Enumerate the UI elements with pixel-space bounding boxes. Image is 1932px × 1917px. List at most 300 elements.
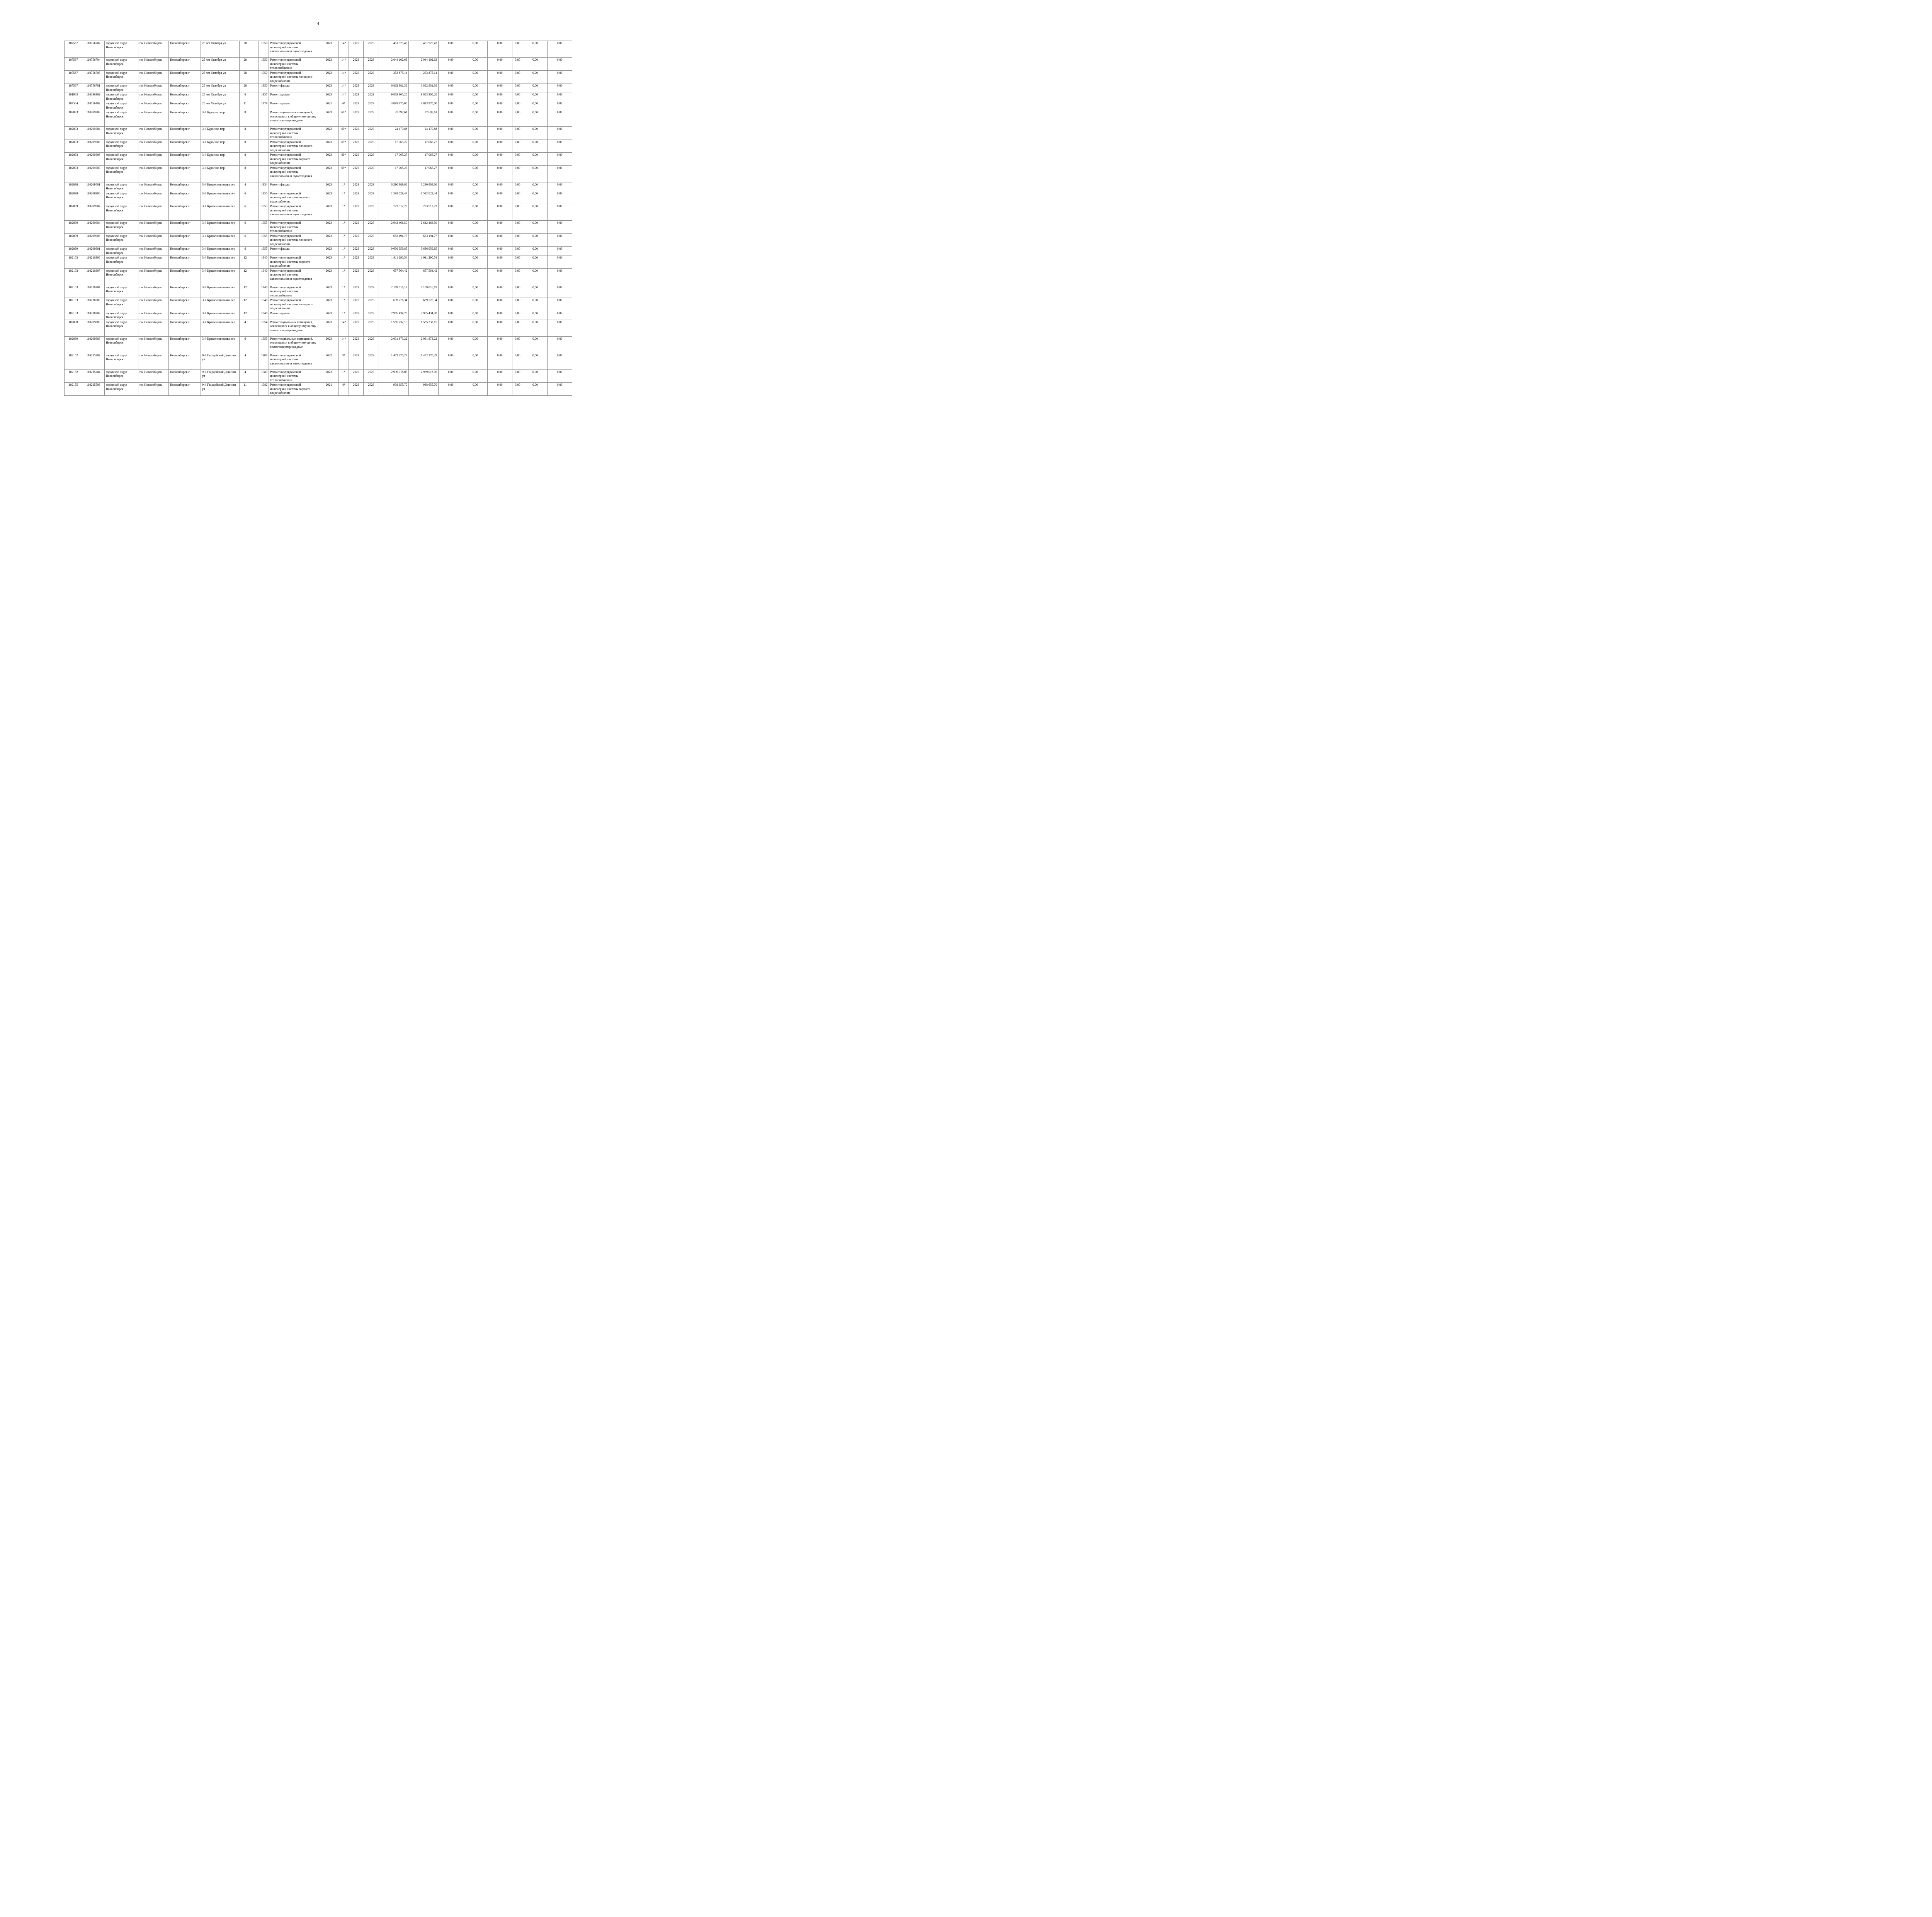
city-cell: Новосибирск г [169,298,201,311]
repair-id-cell: 110756701 [82,83,105,92]
table-row [65,191,572,204]
repair-id-cell: 110209901 [82,247,105,255]
program-id-cell: 102103 [65,268,82,285]
program-id-cell: 107564 [65,101,82,110]
local-funds-cell: 0,00 [488,353,512,369]
repair-id-cell: 110209905 [82,233,105,247]
priority-cell: 69* [339,110,349,127]
construction-year-cell: 1983 [259,353,269,369]
building-cell [251,101,259,110]
settlement-cell: г.о. Новосибирск [138,247,169,255]
street-cell: 3-й Крашенинникова пер [201,255,240,269]
planned-start-year-cell: 2023 [349,83,364,92]
inspection-year-cell: 2023 [319,165,339,182]
regional-funds-cell: 0,00 [463,285,488,298]
table-row [65,101,572,110]
settlement-cell: г.о. Новосибирск [138,182,169,191]
house-number-cell: 6 [240,336,251,353]
planned-end-year-cell: 2023 [364,92,379,101]
settlement-cell: г.о. Новосибирск [138,101,169,110]
fund-cost-cell: 17 065,27 [409,165,439,182]
regional-funds-cell: 0,00 [463,233,488,247]
regional-funds-cell: 0,00 [463,127,488,140]
fund-cost-cell: 24 179,88 [409,127,439,140]
owners-funds-cell: 0,00 [512,311,523,320]
planned-end-year-cell: 2023 [364,247,379,255]
total-cost-cell: 773 512,73 [379,204,409,221]
city-cell: Новосибирск г [169,221,201,234]
other-funds-cell: 0,00 [523,110,548,127]
city-cell: Новосибирск г [169,41,201,58]
total-cost-cell: 8 290 989,86 [379,182,409,191]
reserve-funds-cell: 0,00 [548,140,572,153]
table-row [65,70,572,83]
local-funds-cell: 0,00 [488,83,512,92]
city-cell: Новосибирск г [169,70,201,83]
federal-funds-cell: 0,00 [439,127,463,140]
local-funds-cell: 0,00 [488,233,512,247]
local-funds-cell: 0,00 [488,311,512,320]
street-cell: 3-й Крашенинникова пер [201,182,240,191]
program-id-cell: 107567 [65,70,82,83]
inspection-year-cell: 2023 [319,285,339,298]
settlement-cell: г.о. Новосибирск [138,221,169,234]
house-number-cell: 4 [240,353,251,369]
program-id-cell: 102099 [65,204,82,221]
federal-funds-cell: 0,00 [439,233,463,247]
construction-year-cell: 1955 [259,191,269,204]
building-cell [251,191,259,204]
construction-year-cell: 1955 [259,204,269,221]
inspection-year-cell: 2023 [319,110,339,127]
construction-year-cell: 1950 [259,70,269,83]
work-type-cell: Ремонт внутридомовой инженерной системы холодного водоснабжения [269,233,319,247]
local-funds-cell: 0,00 [488,191,512,204]
house-number-cell: 6 [240,247,251,255]
street-cell: 3-й Бурденко пер [201,153,240,166]
settlement-cell: г.о. Новосибирск [138,165,169,182]
local-funds-cell: 0,00 [488,92,512,101]
construction-year-cell: 1954 [259,182,269,191]
repair-id-cell: 110209803 [82,320,105,336]
reserve-funds-cell: 0,00 [548,153,572,166]
table-row [65,247,572,255]
regional-funds-cell: 0,00 [463,298,488,311]
repair-id-cell: 110209801 [82,182,105,191]
repair-id-cell: 110209307 [82,165,105,182]
table-row [65,369,572,383]
fund-cost-cell: 451 925,43 [409,41,439,58]
program-id-cell: 107567 [65,83,82,92]
fund-cost-cell: 773 512,73 [409,204,439,221]
inspection-year-cell: 2023 [319,336,339,353]
regional-funds-cell: 0,00 [463,110,488,127]
city-cell: Новосибирск г [169,353,201,369]
house-number-cell: 6 [240,204,251,221]
reserve-funds-cell: 0,00 [548,204,572,221]
municipal-district-cell: городской округ Новосибирск [105,101,138,110]
street-cell: 3-й Крашенинникова пер [201,247,240,255]
total-cost-cell: 1 472 270,29 [379,353,409,369]
street-cell: 3-й Бурденко пер [201,110,240,127]
reserve-funds-cell: 0,00 [548,70,572,83]
fund-cost-cell: 1 592 829,44 [409,191,439,204]
federal-funds-cell: 0,00 [439,110,463,127]
inspection-year-cell: 2023 [319,255,339,269]
other-funds-cell: 0,00 [523,320,548,336]
local-funds-cell: 0,00 [488,221,512,234]
total-cost-cell: 2 642 466,50 [379,221,409,234]
owners-funds-cell: 0,00 [512,285,523,298]
planned-start-year-cell: 2023 [349,204,364,221]
house-number-cell: 28 [240,58,251,71]
priority-cell: 69* [339,165,349,182]
federal-funds-cell: 0,00 [439,320,463,336]
fund-cost-cell: 657 564,42 [409,268,439,285]
regional-funds-cell: 0,00 [463,353,488,369]
settlement-cell: г.о. Новосибирск [138,110,169,127]
local-funds-cell: 0,00 [488,320,512,336]
municipal-district-cell: городской округ Новосибирск [105,58,138,71]
house-number-cell: 6 [240,92,251,101]
work-type-cell: Ремонт подвальных помещений, относящихся к общему имуществу в многоквартирном доме [269,336,319,353]
work-type-cell: Ремонт подвальных помещений, относящихся к общему имуществу в многоквартирном доме [269,320,319,336]
owners-funds-cell: 0,00 [512,204,523,221]
program-id-cell: 102093 [65,153,82,166]
house-number-cell: 28 [240,41,251,58]
regional-funds-cell: 0,00 [463,41,488,58]
federal-funds-cell: 0,00 [439,140,463,153]
priority-cell: 1* [339,191,349,204]
planned-start-year-cell: 2023 [349,182,364,191]
owners-funds-cell: 0,00 [512,92,523,101]
table-row [65,336,572,353]
settlement-cell: г.о. Новосибирск [138,41,169,58]
local-funds-cell: 0,00 [488,336,512,353]
priority-cell: 4* [339,383,349,396]
planned-end-year-cell: 2023 [364,41,379,58]
owners-funds-cell: 0,00 [512,247,523,255]
regional-funds-cell: 0,00 [463,191,488,204]
settlement-cell: г.о. Новосибирск [138,140,169,153]
owners-funds-cell: 0,00 [512,83,523,92]
regional-funds-cell: 0,00 [463,320,488,336]
table-row [65,92,572,101]
page-number: 4 [317,21,319,26]
federal-funds-cell: 0,00 [439,83,463,92]
reserve-funds-cell: 0,00 [548,255,572,269]
program-id-cell: 102093 [65,140,82,153]
planned-end-year-cell: 2023 [364,165,379,182]
planned-end-year-cell: 2023 [364,101,379,110]
building-cell [251,58,259,71]
street-cell: 3-й Крашенинникова пер [201,233,240,247]
total-cost-cell: 2 939 018,05 [379,369,409,383]
municipal-district-cell: городской округ Новосибирск [105,353,138,369]
federal-funds-cell: 0,00 [439,268,463,285]
construction-year-cell: 1940 [259,298,269,311]
house-number-cell: 6 [240,191,251,204]
repair-id-cell: 110196302 [82,92,105,101]
work-type-cell: Ремонт подвальных помещений, относящихся к общему имуществу в многоквартирном доме [269,110,319,127]
municipal-district-cell: городской округ Новосибирск [105,191,138,204]
municipal-district-cell: городской округ Новосибирск [105,298,138,311]
table-row [65,311,572,320]
construction-year-cell: 1955 [259,221,269,234]
planned-start-year-cell: 2023 [349,268,364,285]
local-funds-cell: 0,00 [488,127,512,140]
building-cell [251,127,259,140]
other-funds-cell: 0,00 [523,311,548,320]
repair-id-cell: 110209903 [82,336,105,353]
inspection-year-cell: 2023 [319,191,339,204]
local-funds-cell: 0,00 [488,247,512,255]
building-cell [251,165,259,182]
municipal-district-cell: городской округ Новосибирск [105,221,138,234]
reserve-funds-cell: 0,00 [548,247,572,255]
street-cell: 3-й Крашенинникова пер [201,268,240,285]
work-type-cell: Ремонт крыши [269,92,319,101]
planned-end-year-cell: 2023 [364,191,379,204]
owners-funds-cell: 0,00 [512,165,523,182]
work-type-cell: Ремонт внутридомовой инженерной системы горячего водоснабжения [269,153,319,166]
work-type-cell: Ремонт фасада [269,182,319,191]
owners-funds-cell: 0,00 [512,140,523,153]
local-funds-cell: 0,00 [488,383,512,396]
federal-funds-cell: 0,00 [439,298,463,311]
other-funds-cell: 0,00 [523,383,548,396]
program-id-cell: 102098 [65,320,82,336]
street-cell: 3-й Крашенинникова пер [201,336,240,353]
planned-end-year-cell: 2023 [364,336,379,353]
planned-start-year-cell: 2023 [349,70,364,83]
settlement-cell: г.о. Новосибирск [138,255,169,269]
house-number-cell: 4 [240,182,251,191]
inspection-year-cell: 2023 [319,247,339,255]
settlement-cell: г.о. Новосибирск [138,204,169,221]
municipal-district-cell: городской округ Новосибирск [105,268,138,285]
federal-funds-cell: 0,00 [439,182,463,191]
program-id-cell: 102103 [65,255,82,269]
municipal-district-cell: городской округ Новосибирск [105,233,138,247]
planned-start-year-cell: 2023 [349,127,364,140]
building-cell [251,311,259,320]
fund-cost-cell: 1 585 232,15 [409,320,439,336]
regional-funds-cell: 0,00 [463,336,488,353]
owners-funds-cell: 0,00 [512,221,523,234]
table-row [65,298,572,311]
owners-funds-cell: 0,00 [512,110,523,127]
priority-cell: 4* [339,101,349,110]
priority-cell: 14* [339,58,349,71]
fund-cost-cell: 2 939 018,05 [409,369,439,383]
reserve-funds-cell: 0,00 [548,383,572,396]
construction-year-cell: 1950 [259,41,269,58]
regional-funds-cell: 0,00 [463,92,488,101]
priority-cell: 3* [339,353,349,369]
other-funds-cell: 0,00 [523,58,548,71]
street-cell: 3-й Крашенинникова пер [201,311,240,320]
priority-cell: 1* [339,311,349,320]
table-row [65,182,572,191]
fund-cost-cell: 8 290 989,86 [409,182,439,191]
construction-year-cell [259,140,269,153]
building-cell [251,41,259,58]
street-cell: 3-й Бурденко пер [201,140,240,153]
regional-funds-cell: 0,00 [463,311,488,320]
street-cell: 9-й Гвардейской Дивизии ул [201,369,240,383]
other-funds-cell: 0,00 [523,247,548,255]
work-type-cell: Ремонт внутридомовой инженерной системы горячего водоснабжения [269,383,319,396]
owners-funds-cell: 0,00 [512,255,523,269]
municipal-district-cell: городской округ Новосибирск [105,311,138,320]
municipal-district-cell: городской округ Новосибирск [105,247,138,255]
building-cell [251,110,259,127]
table-row [65,140,572,153]
city-cell: Новосибирск г [169,153,201,166]
local-funds-cell: 0,00 [488,369,512,383]
city-cell: Новосибирск г [169,58,201,71]
total-cost-cell: 7 985 434,70 [379,311,409,320]
building-cell [251,70,259,83]
construction-year-cell: 1940 [259,255,269,269]
repair-id-cell: 110756402 [82,101,105,110]
owners-funds-cell: 0,00 [512,127,523,140]
street-cell: 3-й Крашенинникова пер [201,320,240,336]
regional-funds-cell: 0,00 [463,221,488,234]
city-cell: Новосибирск г [169,83,201,92]
work-type-cell: Ремонт фасада [269,83,319,92]
local-funds-cell: 0,00 [488,140,512,153]
house-number-cell: 11 [240,383,251,396]
total-cost-cell: 3 893 970,00 [379,101,409,110]
inspection-year-cell: 2023 [319,41,339,58]
work-type-cell: Ремонт внутридомовой инженерной системы канализования и водоотведения [269,204,319,221]
inspection-year-cell: 2023 [319,70,339,83]
planned-start-year-cell: 2023 [349,153,364,166]
repair-id-cell: 110209305 [82,140,105,153]
construction-year-cell: 1955 [259,336,269,353]
fund-cost-cell: 1 472 270,29 [409,353,439,369]
street-cell: 3-й Бурденко пер [201,165,240,182]
federal-funds-cell: 0,00 [439,191,463,204]
total-cost-cell: 9 883 305,28 [379,92,409,101]
inspection-year-cell: 2023 [319,92,339,101]
other-funds-cell: 0,00 [523,182,548,191]
owners-funds-cell: 0,00 [512,58,523,71]
repair-id-cell: 110209907 [82,204,105,221]
other-funds-cell: 0,00 [523,41,548,58]
construction-year-cell [259,110,269,127]
total-cost-cell: 2 044 102,63 [379,58,409,71]
regional-funds-cell: 0,00 [463,58,488,71]
planned-end-year-cell: 2023 [364,204,379,221]
local-funds-cell: 0,00 [488,153,512,166]
construction-year-cell: 1983 [259,369,269,383]
priority-cell: 69* [339,153,349,166]
program-id-cell: 102103 [65,311,82,320]
reserve-funds-cell: 0,00 [548,101,572,110]
municipal-district-cell: городской округ Новосибирск [105,140,138,153]
priority-cell: 1* [339,255,349,269]
settlement-cell: г.о. Новосибирск [138,233,169,247]
repair-id-cell: 110756705 [82,70,105,83]
city-cell: Новосибирск г [169,383,201,396]
building-cell [251,182,259,191]
regional-funds-cell: 0,00 [463,383,488,396]
settlement-cell: г.о. Новосибирск [138,70,169,83]
program-id-cell: 102099 [65,191,82,204]
work-type-cell: Ремонт внутридомовой инженерной системы канализования и водоотведения [269,165,319,182]
planned-end-year-cell: 2023 [364,320,379,336]
other-funds-cell: 0,00 [523,191,548,204]
fund-cost-cell: 2 031 873,22 [409,336,439,353]
construction-year-cell [259,153,269,166]
planned-end-year-cell: 2023 [364,221,379,234]
program-id-cell: 102103 [65,298,82,311]
federal-funds-cell: 0,00 [439,92,463,101]
work-type-cell: Ремонт внутридомовой инженерной системы горячего водоснабжения [269,255,319,269]
reserve-funds-cell: 0,00 [548,110,572,127]
street-cell: 3-й Крашенинникова пер [201,221,240,234]
table-row [65,165,572,182]
owners-funds-cell: 0,00 [512,320,523,336]
planned-end-year-cell: 2023 [364,153,379,166]
table-row [65,110,572,127]
building-cell [251,140,259,153]
building-cell [251,255,259,269]
construction-year-cell: 1954 [259,320,269,336]
regional-funds-cell: 0,00 [463,369,488,383]
planned-end-year-cell: 2023 [364,70,379,83]
priority-cell: 69* [339,140,349,153]
house-number-cell: 12 [240,285,251,298]
priority-cell: 14* [339,320,349,336]
municipal-district-cell: городской округ Новосибирск [105,127,138,140]
planned-end-year-cell: 2023 [364,182,379,191]
municipal-district-cell: городской округ Новосибирск [105,165,138,182]
city-cell: Новосибирск г [169,110,201,127]
owners-funds-cell: 0,00 [512,369,523,383]
owners-funds-cell: 0,00 [512,70,523,83]
inspection-year-cell: 2023 [319,182,339,191]
building-cell [251,221,259,234]
reserve-funds-cell: 0,00 [548,369,572,383]
work-type-cell: Ремонт внутридомовой инженерной системы теплоснабжения [269,58,319,71]
settlement-cell: г.о. Новосибирск [138,58,169,71]
owners-funds-cell: 0,00 [512,41,523,58]
planned-end-year-cell: 2023 [364,298,379,311]
repair-id-cell: 110210302 [82,311,105,320]
reserve-funds-cell: 0,00 [548,233,572,247]
building-cell [251,383,259,396]
building-cell [251,336,259,353]
program-id-cell: 102099 [65,247,82,255]
fund-cost-cell: 9 883 305,28 [409,92,439,101]
program-id-cell: 102099 [65,336,82,353]
other-funds-cell: 0,00 [523,101,548,110]
inspection-year-cell: 2021 [319,383,339,396]
reserve-funds-cell: 0,00 [548,285,572,298]
settlement-cell: г.о. Новосибирск [138,320,169,336]
other-funds-cell: 0,00 [523,353,548,369]
house-number-cell: 11 [240,101,251,110]
total-cost-cell: 451 925,43 [379,41,409,58]
total-cost-cell: 6 862 981,38 [379,83,409,92]
repair-id-cell: 110209906 [82,191,105,204]
construction-year-cell: 1955 [259,247,269,255]
street-cell: 3-й Бурденко пер [201,127,240,140]
